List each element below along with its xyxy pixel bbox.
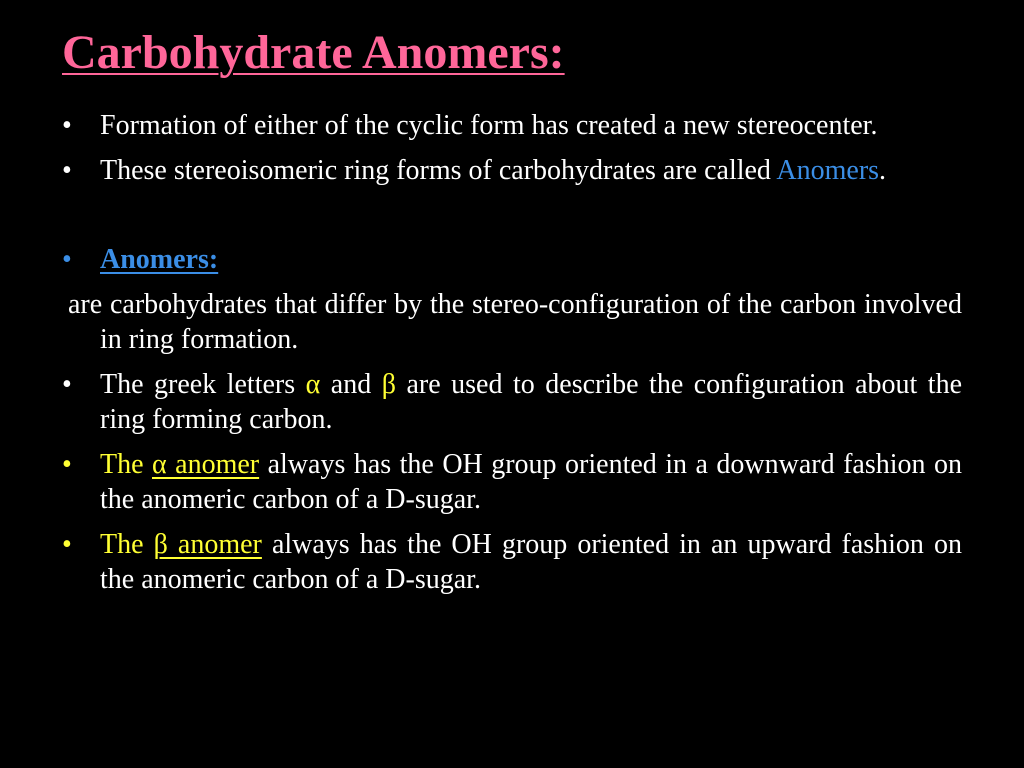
bullet-icon: • bbox=[62, 449, 72, 480]
alpha-symbol: α bbox=[305, 369, 321, 400]
beta-symbol: β bbox=[381, 369, 396, 400]
bullet-item-anomers-heading bbox=[62, 242, 962, 277]
bullet-text-post: always has the OH group oriented in a downward fashion on the anomeric carbon of a D-sugar. bbox=[100, 449, 962, 515]
bullet-icon: • bbox=[62, 529, 72, 560]
bullet-icon: • bbox=[62, 155, 72, 186]
slide-title: Carbohydrate Anomers: bbox=[62, 26, 565, 79]
bullet-icon: • bbox=[62, 110, 72, 141]
bullet-icon: • bbox=[62, 244, 72, 275]
spacer bbox=[62, 198, 962, 242]
alpha-anomer-term: α anomer bbox=[152, 449, 260, 480]
bullet-item-beta-anomer bbox=[62, 527, 962, 597]
bullet-text-end: . bbox=[879, 155, 887, 186]
bullet-text: These stereoisomeric ring forms of carbohydrates are called bbox=[100, 155, 777, 186]
bullet-text-post: always has the OH group oriented in an upward fashion on the anomeric carbon of a D-sugar. bbox=[100, 529, 962, 595]
anomers-heading: Anomers: bbox=[100, 244, 219, 275]
bullet-text: Formation of either of the cyclic form has created a new stereocenter. bbox=[100, 110, 878, 141]
slide-body bbox=[62, 108, 962, 607]
anomers-term: Anomers bbox=[776, 155, 880, 186]
bullet-icon: • bbox=[62, 369, 72, 400]
bullet-text-pre: The bbox=[100, 449, 153, 480]
bullet-item-alpha-anomer bbox=[62, 447, 962, 517]
anomers-description: are carbohydrates that differ by the stereo-configuration of the carbon involved in ring formation. bbox=[68, 289, 962, 355]
bullet-text-post: are used to describe the configuration about the ring forming carbon. bbox=[100, 369, 963, 435]
beta-anomer-term: β anomer bbox=[153, 529, 262, 560]
bullet-item-stereocenter bbox=[62, 108, 962, 143]
bullet-item-anomers-definition bbox=[62, 153, 962, 188]
bullet-item-greek-letters bbox=[62, 367, 962, 437]
bullet-text-pre: The bbox=[100, 529, 154, 560]
bullet-text: The greek letters bbox=[100, 369, 306, 400]
bullet-text-mid: and bbox=[320, 369, 382, 400]
